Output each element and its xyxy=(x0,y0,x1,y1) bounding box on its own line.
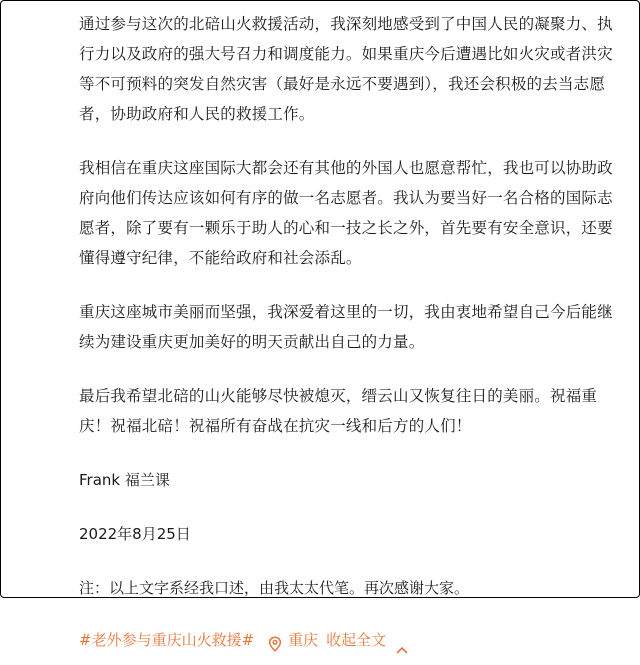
hashtag-link[interactable]: #老外参与重庆山火救援# xyxy=(79,631,255,649)
collapse-full-text-button[interactable] xyxy=(326,625,408,655)
chevron-up-icon xyxy=(396,635,408,645)
location-pin-icon xyxy=(268,632,282,648)
location-link[interactable] xyxy=(268,625,318,655)
post-date: 2022年8月25日 xyxy=(79,525,191,543)
post-paragraph-4: 最后我希望北碚的山火能够尽快被熄灭，缙云山又恢复往日的美丽。祝福重庆！祝福北碚！祝福所有奋战在抗灾一线和后方的人们！ xyxy=(79,387,598,435)
post-footer xyxy=(79,625,624,655)
post-paragraph-3: 重庆这座城市美丽而坚强，我深爱着这里的一切，我由衷地希望自己今后能继续为建设重庆更加美好的明天贡献出自己的力量。 xyxy=(79,303,613,351)
post-paragraph-2: 我相信在重庆这座国际大都会还有其他的外国人也愿意帮忙，我也可以协助政府向他们传达应该如何有序的做一名志愿者。我认为要当好一名合格的国际志愿者，除了要有一颗乐于助人的心和一技之长之外，首先要有安全意识，还要懂得遵守纪律，不能给政府和社会添乱。 xyxy=(79,159,613,267)
post-signature: Frank 福兰课 xyxy=(79,471,170,489)
location-label: 重庆 xyxy=(288,631,319,649)
collapse-label: 收起全文 xyxy=(326,631,387,649)
post-paragraph-1: 通过参与这次的北碚山火救援活动，我深刻地感受到了中国人民的凝聚力、执行力以及政府的强大号召力和调度能力。如果重庆今后遭遇比如火灾或者洪灾等不可预料的突发自然灾害（最好是永远不要遇到），我还会积极的去当志愿者，协助政府和人民的救援工作。 xyxy=(79,15,613,123)
post-note: 注：以上文字系经我口述，由我太太代笔。再次感谢大家。 xyxy=(79,579,470,597)
post-content xyxy=(79,9,624,655)
